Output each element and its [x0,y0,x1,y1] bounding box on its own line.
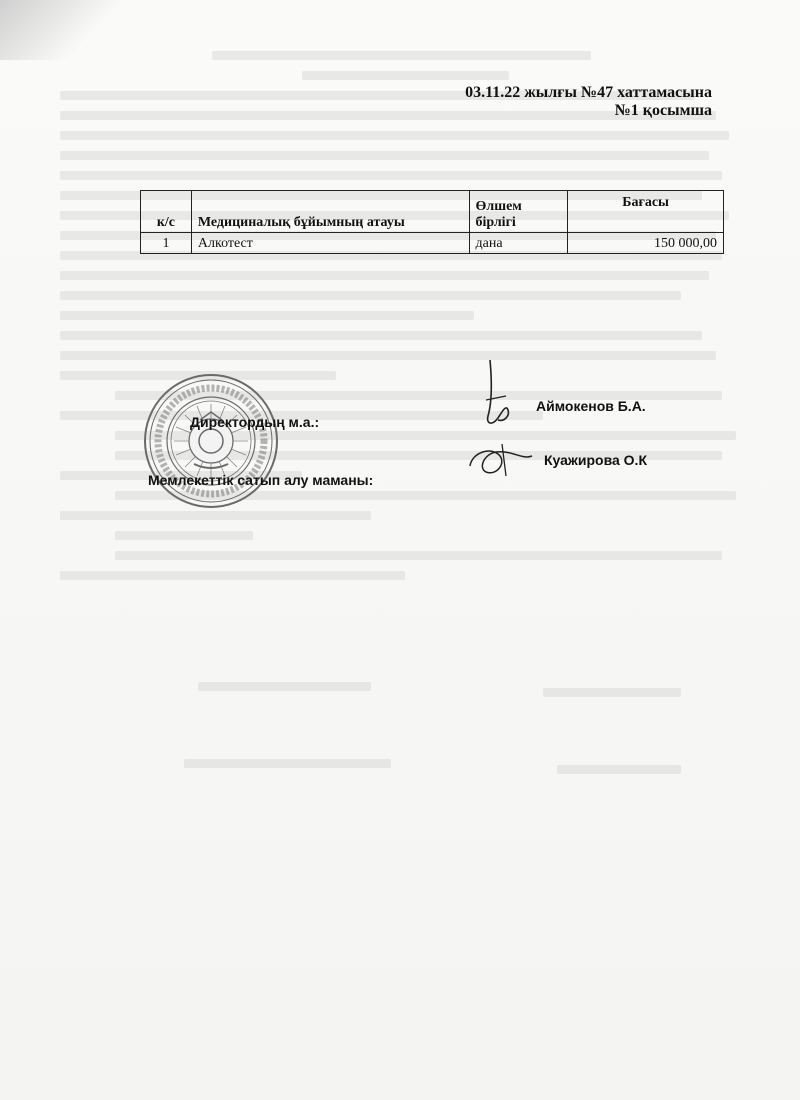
director-signature [462,352,532,432]
column-header-price: Бағасы [568,191,724,233]
procurement-label: Мемлекеттік сатып алу маманы: [148,472,374,488]
row-item-name: Алкотест [191,233,469,254]
appendix-number: №1 қосымша [614,102,712,119]
procurement-name: Куажирова О.К [544,452,647,468]
table-header-row [141,191,724,233]
table-row [141,233,724,254]
row-unit: дана [469,233,568,254]
bleed-through-text [60,40,750,1000]
scan-shadow [0,0,120,60]
row-price: 150 000,00 [568,233,724,254]
row-number: 1 [141,233,192,254]
director-label: Директордың м.а.: [190,414,320,430]
column-header-name: Медициналық бұйымның атауы [191,191,469,233]
director-name: Аймокенов Б.А. [536,398,646,414]
protocol-reference: 03.11.22 жылғы №47 хаттамасына [465,84,712,101]
items-table [140,190,724,254]
column-header-unit: Өлшем бірлігі [469,191,568,233]
procurement-signature [462,436,542,486]
column-header-number: к/с [141,191,192,233]
official-seal [142,372,280,510]
